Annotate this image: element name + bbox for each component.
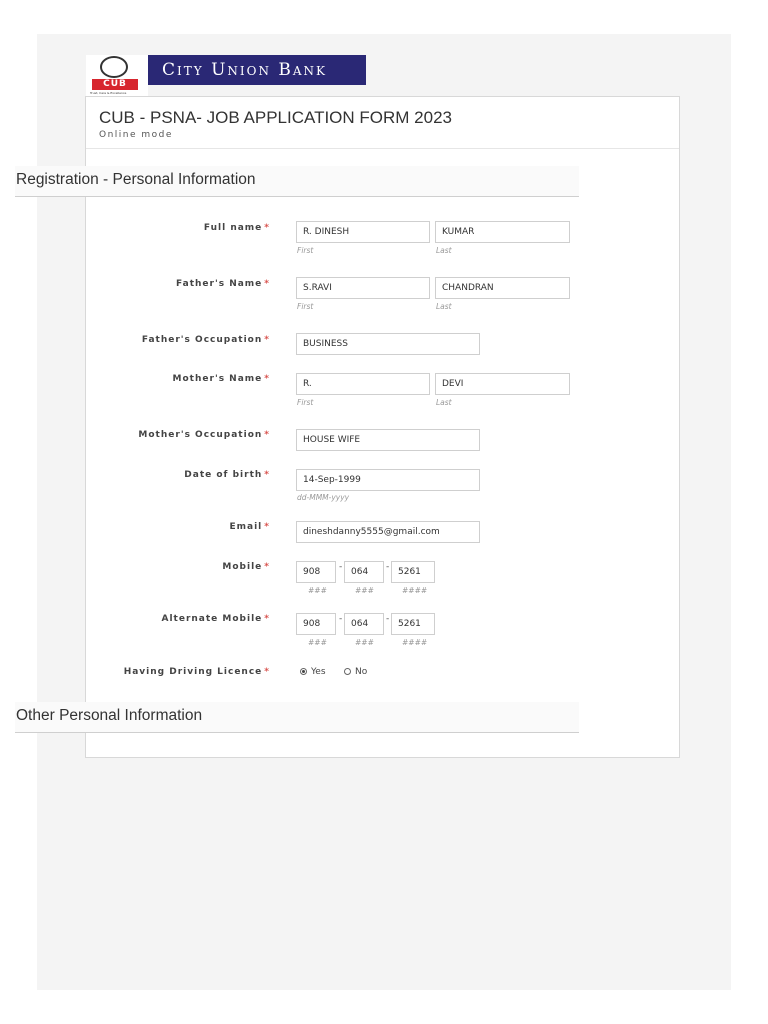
- digits-hint: ###: [308, 586, 327, 595]
- mothers-name-last-input[interactable]: DEVI: [435, 373, 570, 395]
- driving-licence-no-radio[interactable]: No: [344, 667, 367, 677]
- driving-licence-yes-radio[interactable]: Yes: [300, 667, 326, 677]
- date-format-hint: dd-MMM-yyyy: [297, 493, 350, 502]
- mothers-name-first-input[interactable]: R.: [296, 373, 430, 395]
- mobile-part2-input[interactable]: 064: [344, 561, 384, 583]
- radio-selected-icon: [300, 668, 307, 675]
- emblem-circle-icon: [100, 56, 128, 78]
- full-name-first-input[interactable]: R. DINESH: [296, 221, 430, 243]
- full-name-label: Full name *: [203, 223, 270, 233]
- mothers-occupation-input[interactable]: HOUSE WIFE: [296, 429, 480, 451]
- fathers-name-label: Father's Name *: [176, 279, 270, 289]
- driving-licence-label: Having Driving Licence *: [123, 667, 270, 677]
- digits-hint: ####: [402, 638, 428, 647]
- separator-dash: -: [386, 614, 390, 624]
- fathers-occupation-label: Father's Occupation *: [141, 335, 270, 345]
- mothers-occupation-label: Mother's Occupation *: [138, 430, 270, 440]
- email-label: Email *: [229, 522, 270, 532]
- digits-hint: ###: [355, 586, 374, 595]
- radio-unselected-icon: [344, 668, 351, 675]
- last-hint: Last: [436, 246, 452, 255]
- alt-mobile-part3-input[interactable]: 5261: [391, 613, 435, 635]
- section-personal-information: [15, 166, 579, 197]
- section-other-personal-information: [15, 702, 579, 733]
- section-title: Other Personal Information: [16, 707, 203, 724]
- fathers-name-last-input[interactable]: CHANDRAN: [435, 277, 570, 299]
- separator-dash: -: [386, 562, 390, 572]
- digits-hint: ###: [308, 638, 327, 647]
- alt-mobile-part2-input[interactable]: 064: [344, 613, 384, 635]
- first-hint: First: [297, 398, 314, 407]
- digits-hint: ####: [402, 586, 428, 595]
- form-title: CUB - PSNA- JOB APPLICATION FORM 2023: [99, 108, 452, 127]
- last-hint: Last: [436, 398, 452, 407]
- digits-hint: ###: [355, 638, 374, 647]
- first-hint: First: [297, 302, 314, 311]
- mobile-part3-input[interactable]: 5261: [391, 561, 435, 583]
- dob-input[interactable]: 14-Sep-1999: [296, 469, 480, 491]
- mothers-name-label: Mother's Name *: [172, 374, 270, 384]
- mobile-label: Mobile *: [222, 562, 270, 572]
- first-hint: First: [297, 246, 314, 255]
- separator-dash: -: [339, 614, 343, 624]
- form-subtitle: Online mode: [99, 130, 173, 140]
- alt-mobile-part1-input[interactable]: 908: [296, 613, 336, 635]
- bank-name: City Union Bank: [148, 55, 366, 85]
- form-header: [86, 97, 679, 149]
- last-hint: Last: [436, 302, 452, 311]
- full-name-last-input[interactable]: KUMAR: [435, 221, 570, 243]
- section-title: Registration - Personal Information: [16, 171, 256, 188]
- fathers-occupation-input[interactable]: BUSINESS: [296, 333, 480, 355]
- brand-tagline: Trust, Care & Excellence: [90, 91, 127, 95]
- cub-logo-text: CUB: [92, 79, 138, 90]
- cub-emblem: [86, 55, 148, 96]
- alternate-mobile-label: Alternate Mobile *: [161, 614, 270, 624]
- separator-dash: -: [339, 562, 343, 572]
- mobile-part1-input[interactable]: 908: [296, 561, 336, 583]
- email-input[interactable]: dineshdanny5555@gmail.com: [296, 521, 480, 543]
- dob-label: Date of birth *: [184, 470, 270, 480]
- fathers-name-first-input[interactable]: S.RAVI: [296, 277, 430, 299]
- bank-logo: [86, 55, 366, 96]
